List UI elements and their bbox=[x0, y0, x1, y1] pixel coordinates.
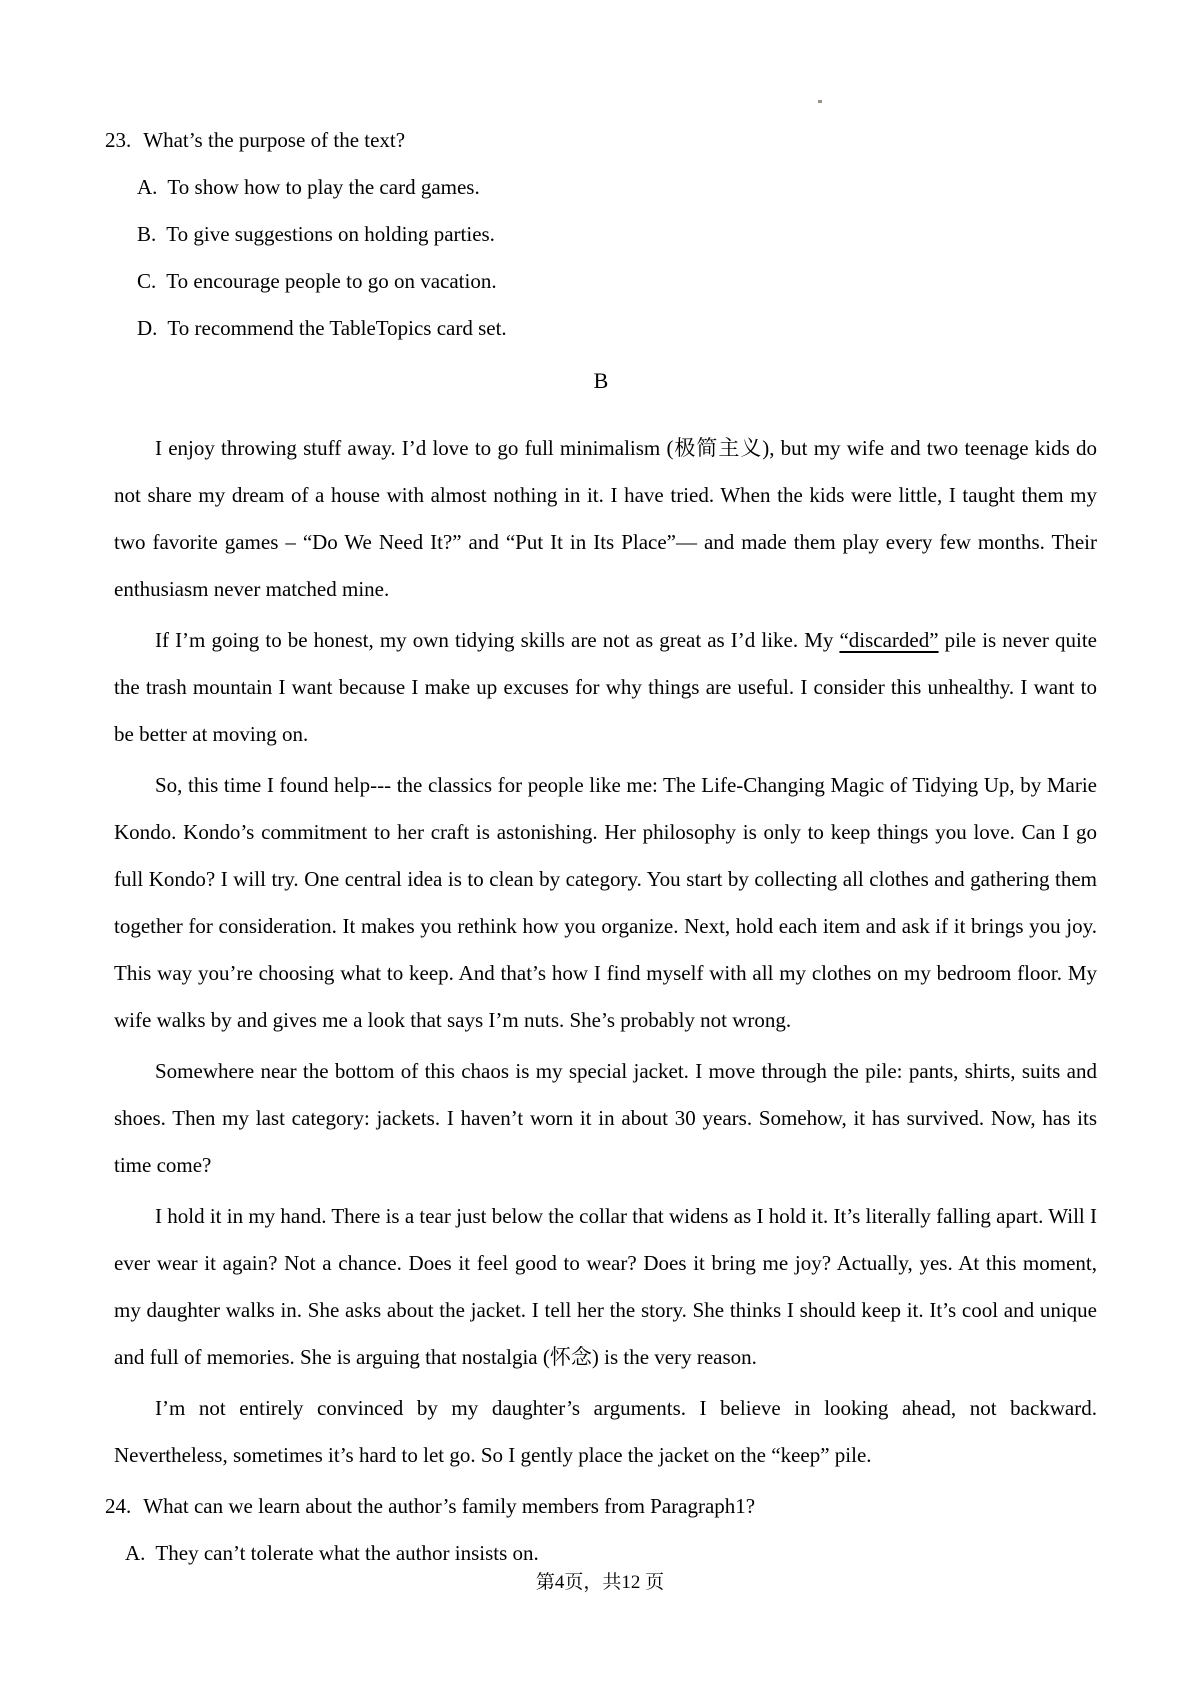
scan-artifact-dot bbox=[818, 100, 822, 103]
question-24 bbox=[105, 1483, 1097, 1577]
paragraph-text: So, this time I found help--- the classics for people like me: The Life-Changing Magic of Tidying Up, by Marie Kondo. Kondo’s commitment to her craft is astonishing. Her philosophy is only to keep things you love. Can I go full Kondo? I will try. One central idea is to clean by category. You start by collecting all clothes and gathering them together for consideration. It makes you rethink how you organize. Next, hold each item and ask if it brings you joy. This way you’re choosing what to keep. And that’s how I find myself with all my clothes on my bedroom floor. My wife walks by and gives me a look that says I’m nuts. She’s probably not wrong. bbox=[114, 773, 1097, 1032]
question-24-stem: What can we learn about the author’s family members from Paragraph1? bbox=[143, 1494, 756, 1518]
reading-passage bbox=[114, 425, 1097, 1479]
question-24-stem-line bbox=[105, 1483, 1097, 1530]
option-text: To recommend the TableTopics card set. bbox=[167, 316, 507, 340]
question-23-stem-line bbox=[105, 117, 1097, 164]
option-label: D. bbox=[137, 316, 158, 340]
passage-paragraph bbox=[114, 617, 1097, 758]
answer-option-c bbox=[137, 258, 1097, 305]
passage-paragraph bbox=[114, 1193, 1097, 1381]
option-text: To show how to play the card games. bbox=[167, 175, 480, 199]
option-text: To encourage people to go on vacation. bbox=[166, 269, 497, 293]
question-24-number: 24. bbox=[105, 1494, 132, 1518]
option-text: To give suggestions on holding parties. bbox=[166, 222, 495, 246]
paragraph-text: I hold it in my hand. There is a tear just below the collar that widens as I hold it. It’s literally falling apart. Will I ever wear it again? Not a chance. Does it feel good to wear? Does it bring me joy? Actually, yes. At this moment, my daughter walks in. She asks about the jacket. I tell her the story. She thinks I should keep it. It’s cool and unique and full of memories. She is arguing that nostalgia (怀念) is the very reason. bbox=[114, 1204, 1097, 1369]
underlined-word: “discarded” bbox=[839, 628, 939, 652]
paragraph-text: pile is never quite the trash mountain I want because I make up excuses for why things are useful. I consider this unhealthy. I want to be better at moving on. bbox=[114, 628, 1097, 746]
answer-option-a bbox=[125, 1530, 1097, 1577]
paragraph-text: Somewhere near the bottom of this chaos is my special jacket. I move through the pile: pants, shirts, suits and shoes. Then my last category: jackets. I haven’t worn it in about 30 years. Somehow, it has survived. Now, has its time come? bbox=[114, 1059, 1097, 1177]
passage-paragraph bbox=[114, 1048, 1097, 1189]
answer-option-b bbox=[137, 211, 1097, 258]
passage-paragraph bbox=[114, 1385, 1097, 1479]
paragraph-text: I enjoy throwing stuff away. I’d love to go full minimalism (极简主义), but my wife and two teenage kids do not share my dream of a house with almost nothing in it. I have tried. When the kids were little, I taught them my two favorite games – “Do We Need It?” and “Put It in Its Place”— and made them play every few months. Their enthusiasm never matched mine. bbox=[114, 436, 1097, 601]
answer-option-a bbox=[137, 164, 1097, 211]
passage-paragraph bbox=[114, 425, 1097, 613]
paragraph-text: I’m not entirely convinced by my daughter’s arguments. I believe in looking ahead, not backward. Nevertheless, sometimes it’s hard to let go. So I gently place the jacket on the “keep” pile. bbox=[114, 1396, 1097, 1467]
question-24-options bbox=[105, 1530, 1097, 1577]
question-23-options bbox=[105, 164, 1097, 352]
passage-section-label: B bbox=[593, 368, 609, 393]
option-label: C. bbox=[137, 269, 157, 293]
answer-option-d bbox=[137, 305, 1097, 352]
question-23 bbox=[105, 117, 1097, 352]
paragraph-text: If I’m going to be honest, my own tidying skills are not as great as I’d like. My bbox=[155, 628, 840, 652]
question-23-number: 23. bbox=[105, 128, 132, 152]
passage-paragraph bbox=[114, 762, 1097, 1044]
page-footer: 第4页，共12 页 bbox=[535, 1572, 665, 1593]
option-label: B. bbox=[137, 222, 157, 246]
option-label: A. bbox=[137, 175, 158, 199]
option-label: A. bbox=[125, 1541, 146, 1565]
option-text: They can’t tolerate what the author insists on. bbox=[155, 1541, 539, 1565]
question-23-stem: What’s the purpose of the text? bbox=[143, 128, 406, 152]
